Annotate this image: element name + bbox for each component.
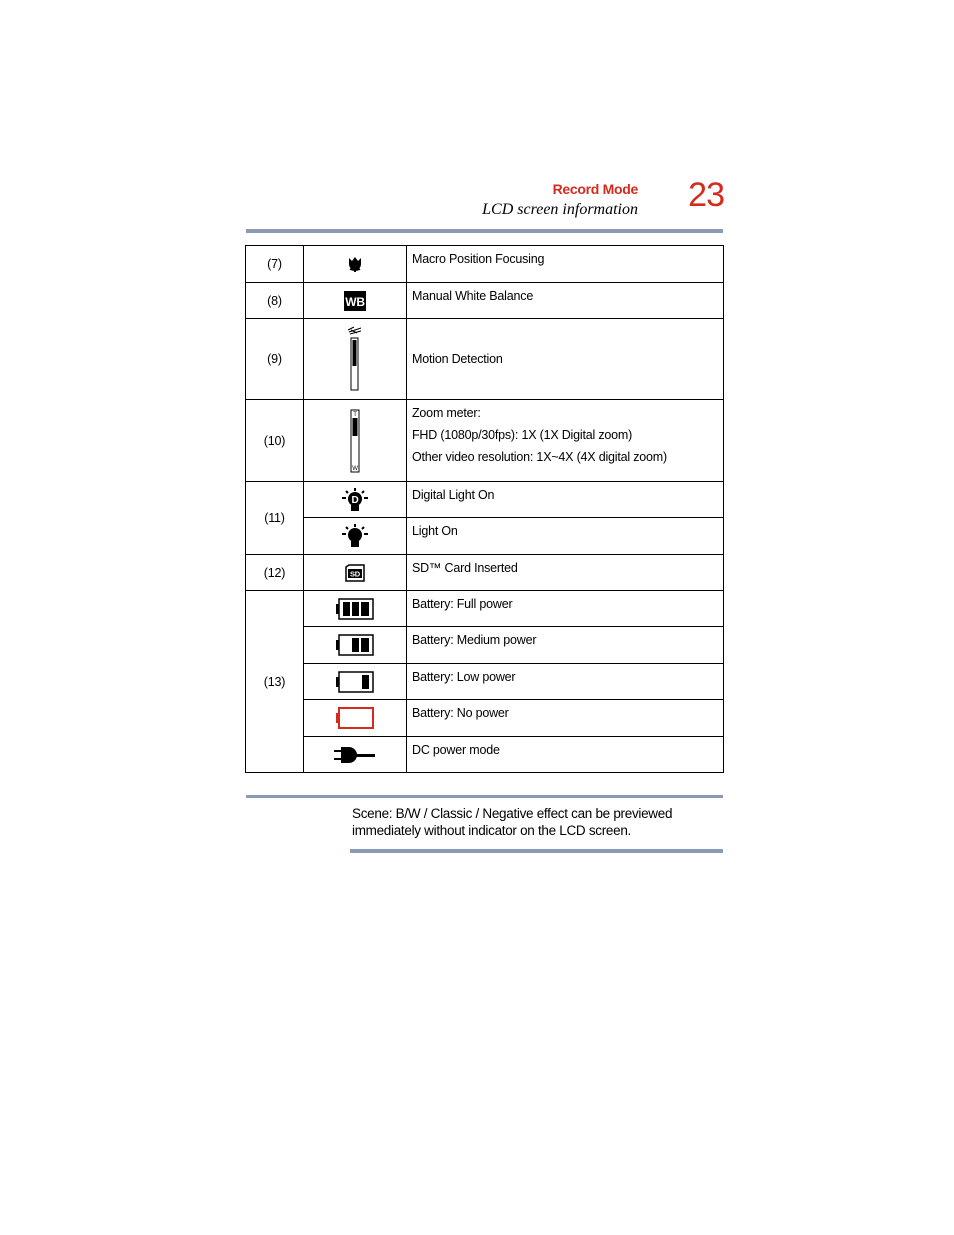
- ref-cell: (12): [246, 555, 304, 591]
- table-row: [246, 518, 724, 555]
- sd-card-icon: [345, 564, 365, 582]
- row-description: Battery: Medium power: [412, 633, 537, 647]
- row-description: Light On: [412, 524, 458, 538]
- dc-plug-icon: [333, 744, 377, 766]
- table-row: [246, 400, 724, 482]
- zoom-meter-line: Other video resolution: 1X~4X (4X digital zoom): [412, 450, 667, 464]
- light-on-icon: [340, 523, 370, 549]
- row-description: Battery: No power: [412, 706, 509, 720]
- macro-flower-icon: [347, 255, 363, 273]
- ref-cell: (9): [246, 319, 304, 400]
- header-rule: [246, 229, 723, 233]
- table-row: [246, 700, 724, 737]
- motion-detection-icon: [345, 326, 365, 392]
- zoom-wide-label: W: [352, 465, 358, 472]
- row-description: Digital Light On: [412, 488, 495, 502]
- running-header-section: Record Mode: [552, 181, 638, 197]
- zoom-meter-line: Zoom meter:: [412, 406, 481, 420]
- row-description: Battery: Full power: [412, 597, 513, 611]
- table-row: [246, 482, 724, 518]
- row-description: Manual White Balance: [412, 289, 534, 303]
- zoom-meter-line: FHD (1080p/30fps): 1X (1X Digital zoom): [412, 428, 633, 442]
- table-row: [246, 664, 724, 700]
- table-row: [246, 627, 724, 664]
- row-description: Battery: Low power: [412, 670, 516, 684]
- running-header-subsection: LCD screen information: [482, 201, 638, 218]
- row-description: Macro Position Focusing: [412, 252, 545, 266]
- ref-cell: (7): [246, 246, 304, 283]
- ref-cell: (13): [246, 591, 304, 773]
- battery-empty-icon: [335, 706, 375, 730]
- scene-note: Scene: B/W / Classic / Negative effect can be previewed immediately without indicator on the LCD screen.: [352, 806, 673, 838]
- digital-light-icon: [340, 487, 370, 513]
- battery-medium-icon: [335, 633, 375, 657]
- row-description: SD™ Card Inserted: [412, 561, 518, 575]
- battery-full-icon: [335, 597, 375, 621]
- table-row: [246, 555, 724, 591]
- note-rule-bottom: [350, 849, 723, 853]
- battery-low-icon: [335, 670, 375, 694]
- zoom-meter-icon: [349, 409, 361, 473]
- zoom-tele-label: T: [353, 411, 357, 418]
- table-row: [246, 319, 724, 400]
- ref-cell: (11): [246, 482, 304, 555]
- lcd-icon-table: [245, 245, 724, 773]
- ref-cell: (10): [246, 400, 304, 482]
- sd-card-icon-label: SD: [349, 569, 361, 578]
- page-number: 23: [688, 176, 724, 214]
- table-row: [246, 591, 724, 627]
- ref-cell: (8): [246, 283, 304, 319]
- row-description: DC power mode: [412, 743, 500, 757]
- table-row: [246, 737, 724, 773]
- table-row: [246, 283, 724, 319]
- digital-light-icon-label: D: [351, 494, 359, 506]
- note-rule-top: [246, 795, 723, 798]
- white-balance-icon-label: WB: [345, 294, 365, 309]
- white-balance-icon: [344, 291, 366, 311]
- table-row: [246, 246, 724, 283]
- row-description: Motion Detection: [412, 352, 503, 366]
